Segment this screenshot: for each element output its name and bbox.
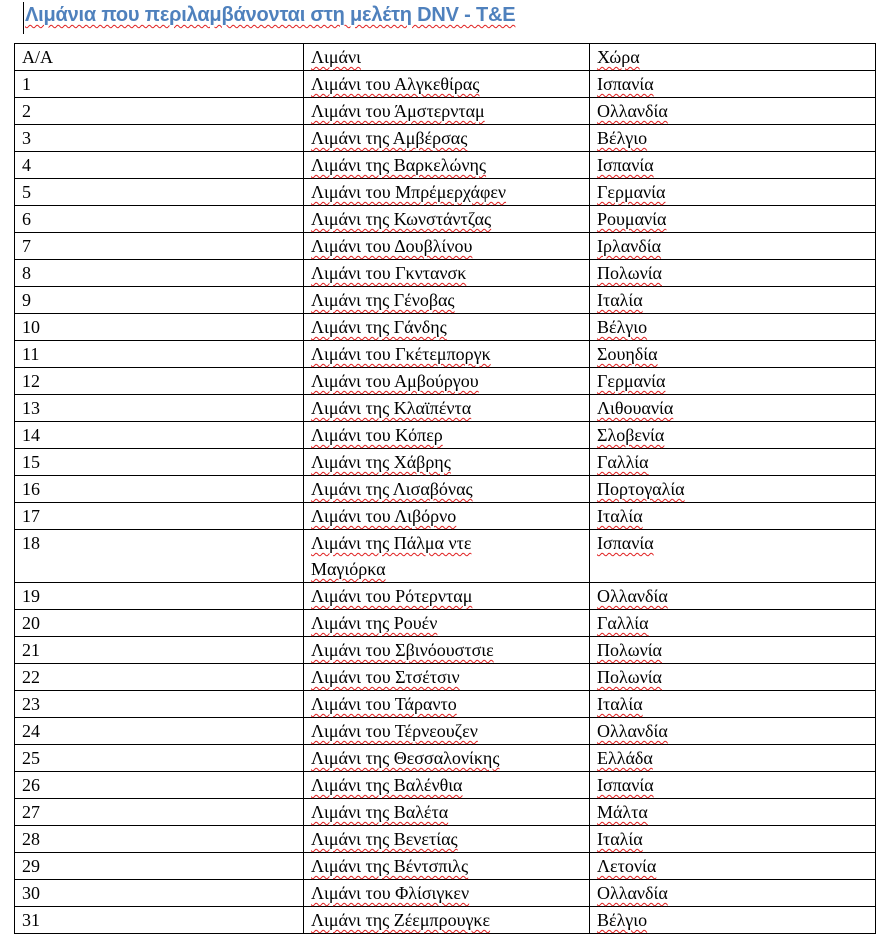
port-name-text: Λιμάνι της Γάνδης <box>311 317 447 337</box>
country-name: Πολωνία <box>590 260 876 287</box>
port-name <box>304 314 590 341</box>
row-number: 9 <box>15 287 304 314</box>
row-number: 18 <box>15 530 304 583</box>
country-name: Ιρλανδία <box>590 233 876 260</box>
row-number: 1 <box>15 71 304 98</box>
header-country: Χώρα <box>590 44 876 71</box>
port-name-text: Λιμάνι του Τέρνεουζεν <box>311 721 478 741</box>
country-name: Ολλανδία <box>590 98 876 125</box>
table-row <box>15 125 876 152</box>
port-name <box>304 287 590 314</box>
text-cursor <box>23 2 24 34</box>
port-name-text: Λιμάνι του Κόπερ <box>311 425 443 445</box>
port-name-text: Λιμάνι της Λισαβόνας <box>311 479 473 499</box>
table-row <box>15 260 876 287</box>
row-number: 13 <box>15 395 304 422</box>
country-name: Ισπανία <box>590 530 876 583</box>
port-name <box>304 260 590 287</box>
row-number: 20 <box>15 610 304 637</box>
country-name: Ιταλία <box>590 826 876 853</box>
port-name <box>304 691 590 718</box>
row-number: 30 <box>15 880 304 907</box>
port-name <box>304 449 590 476</box>
country-name: Λιθουανία <box>590 395 876 422</box>
row-number: 8 <box>15 260 304 287</box>
port-name-text: Λιμάνι του Τάραντο <box>311 694 457 714</box>
port-name <box>304 125 590 152</box>
country-name: Λετονία <box>590 853 876 880</box>
port-name <box>304 907 590 934</box>
table-row <box>15 718 876 745</box>
port-name <box>304 71 590 98</box>
country-name: Βέλγιο <box>590 125 876 152</box>
port-name-text: Λιμάνι της Βαλέτα <box>311 802 449 822</box>
port-name <box>304 422 590 449</box>
port-name-text: Λιμάνι του Άμστερνταμ <box>311 101 485 121</box>
port-name-text: Λιμάνι του Γκέτεμποργκ <box>311 344 491 364</box>
table-row <box>15 449 876 476</box>
country-name: Ιταλία <box>590 503 876 530</box>
table-row <box>15 98 876 125</box>
port-name-text: Λιμάνι της Κωνστάντζας <box>311 209 492 229</box>
table-row <box>15 233 876 260</box>
country-name: Πολωνία <box>590 664 876 691</box>
port-name-text: Λιμάνι της Ρουέν <box>311 613 438 633</box>
table-row <box>15 907 876 934</box>
country-name: Ρουμανία <box>590 206 876 233</box>
table-row <box>15 71 876 98</box>
row-number: 22 <box>15 664 304 691</box>
port-name-text: Λιμάνι του Λιβόρνο <box>311 506 457 526</box>
port-name-text: Λιμάνι της Ζέεμπρουγκε <box>311 910 491 930</box>
country-name: Ισπανία <box>590 772 876 799</box>
row-number: 16 <box>15 476 304 503</box>
port-name <box>304 610 590 637</box>
table-row <box>15 530 876 583</box>
row-number: 21 <box>15 637 304 664</box>
row-number: 3 <box>15 125 304 152</box>
table-row <box>15 826 876 853</box>
row-number: 5 <box>15 179 304 206</box>
port-name-text: Λιμάνι του Γκντανσκ <box>311 263 467 283</box>
country-name: Ισπανία <box>590 71 876 98</box>
country-name: Γερμανία <box>590 368 876 395</box>
row-number: 15 <box>15 449 304 476</box>
table-row <box>15 880 876 907</box>
port-name-text: Λιμάνι της Θεσσαλονίκης <box>311 748 500 768</box>
port-name-text: Λιμάνι της Γένοβας <box>311 290 455 310</box>
row-number: 10 <box>15 314 304 341</box>
row-number: 4 <box>15 152 304 179</box>
port-name <box>304 152 590 179</box>
country-name: Ολλανδία <box>590 880 876 907</box>
country-name: Βέλγιο <box>590 907 876 934</box>
country-name: Ολλανδία <box>590 583 876 610</box>
header-port: Λιμάνι <box>304 44 590 71</box>
port-name-text: Λιμάνι του Σβινόουστσιε <box>311 640 494 660</box>
country-name: Ιταλία <box>590 691 876 718</box>
row-number: 25 <box>15 745 304 772</box>
port-name <box>304 368 590 395</box>
row-number: 2 <box>15 98 304 125</box>
port-name <box>304 718 590 745</box>
row-number: 27 <box>15 799 304 826</box>
port-name-text: Λιμάνι της Χάβρης <box>311 452 451 472</box>
port-name <box>304 799 590 826</box>
row-number: 17 <box>15 503 304 530</box>
country-name: Γαλλία <box>590 610 876 637</box>
row-number: 19 <box>15 583 304 610</box>
row-number: 24 <box>15 718 304 745</box>
country-name: Ελλάδα <box>590 745 876 772</box>
country-name: Γερμανία <box>590 179 876 206</box>
port-name-text: Λιμάνι του Ρότερνταμ <box>311 586 473 606</box>
port-name <box>304 179 590 206</box>
port-name-text: Λιμάνι του Μπρέμερχάφεν <box>311 182 507 202</box>
port-name <box>304 503 590 530</box>
port-name <box>304 341 590 368</box>
row-number: 14 <box>15 422 304 449</box>
port-name <box>304 772 590 799</box>
row-number: 11 <box>15 341 304 368</box>
port-name-text: Λιμάνι της Πάλμα ντε Μαγιόρκα <box>311 533 472 579</box>
country-name: Μάλτα <box>590 799 876 826</box>
table-row <box>15 691 876 718</box>
row-number: 7 <box>15 233 304 260</box>
table-row <box>15 799 876 826</box>
port-name-text: Λιμάνι του Αμβούργου <box>311 371 479 391</box>
row-number: 23 <box>15 691 304 718</box>
port-name-text: Λιμάνι του Αλγκεθίρας <box>311 74 480 94</box>
table-row <box>15 287 876 314</box>
table-row <box>15 583 876 610</box>
port-name <box>304 395 590 422</box>
port-name <box>304 637 590 664</box>
ports-table <box>14 43 876 934</box>
row-number: 28 <box>15 826 304 853</box>
table-row <box>15 314 876 341</box>
ports-table-body <box>15 44 876 934</box>
port-name <box>304 206 590 233</box>
table-row <box>15 745 876 772</box>
table-row <box>15 179 876 206</box>
port-name <box>304 826 590 853</box>
country-name: Σλοβενία <box>590 422 876 449</box>
table-row <box>15 664 876 691</box>
table-row <box>15 368 876 395</box>
country-name: Σουηδία <box>590 341 876 368</box>
table-row <box>15 152 876 179</box>
port-name-text: Λιμάνι της Βαλένθια <box>311 775 463 795</box>
port-name-text: Λιμάνι της Βέντσπιλς <box>311 856 469 876</box>
port-name-text: Λιμάνι του Φλίσιγκεν <box>311 883 470 903</box>
port-name <box>304 745 590 772</box>
port-name <box>304 233 590 260</box>
document-title: Λιμάνια που περιλαμβάνονται στη μελέτη DNV - T&E <box>25 4 516 26</box>
port-name-text: Λιμάνι της Βαρκελώνης <box>311 155 487 175</box>
port-name-text: Λιμάνι της Αμβέρσας <box>311 128 468 148</box>
table-row <box>15 476 876 503</box>
port-name <box>304 476 590 503</box>
country-name: Ιταλία <box>590 287 876 314</box>
table-row <box>15 341 876 368</box>
country-name: Πορτογαλία <box>590 476 876 503</box>
row-number: 26 <box>15 772 304 799</box>
table-header-row <box>15 44 876 71</box>
table-row <box>15 422 876 449</box>
country-name: Ισπανία <box>590 152 876 179</box>
row-number: 29 <box>15 853 304 880</box>
port-name <box>304 853 590 880</box>
table-row <box>15 206 876 233</box>
table-row <box>15 772 876 799</box>
country-name: Βέλγιο <box>590 314 876 341</box>
port-name-text: Λιμάνι της Κλαϊπέντα <box>311 398 472 418</box>
port-name <box>304 530 590 583</box>
table-row <box>15 503 876 530</box>
row-number: 31 <box>15 907 304 934</box>
port-name <box>304 880 590 907</box>
port-name <box>304 98 590 125</box>
country-name: Γαλλία <box>590 449 876 476</box>
port-name-text: Λιμάνι του Στσέτσιν <box>311 667 460 687</box>
row-number: 12 <box>15 368 304 395</box>
row-number: 6 <box>15 206 304 233</box>
port-name <box>304 583 590 610</box>
country-name: Πολωνία <box>590 637 876 664</box>
table-row <box>15 637 876 664</box>
table-row <box>15 853 876 880</box>
port-name-text: Λιμάνι του Δουβλίνου <box>311 236 473 256</box>
port-name-text: Λιμάνι της Βενετίας <box>311 829 458 849</box>
table-row <box>15 610 876 637</box>
header-aa: Α/Α <box>15 44 304 71</box>
table-row <box>15 395 876 422</box>
port-name <box>304 664 590 691</box>
country-name: Ολλανδία <box>590 718 876 745</box>
